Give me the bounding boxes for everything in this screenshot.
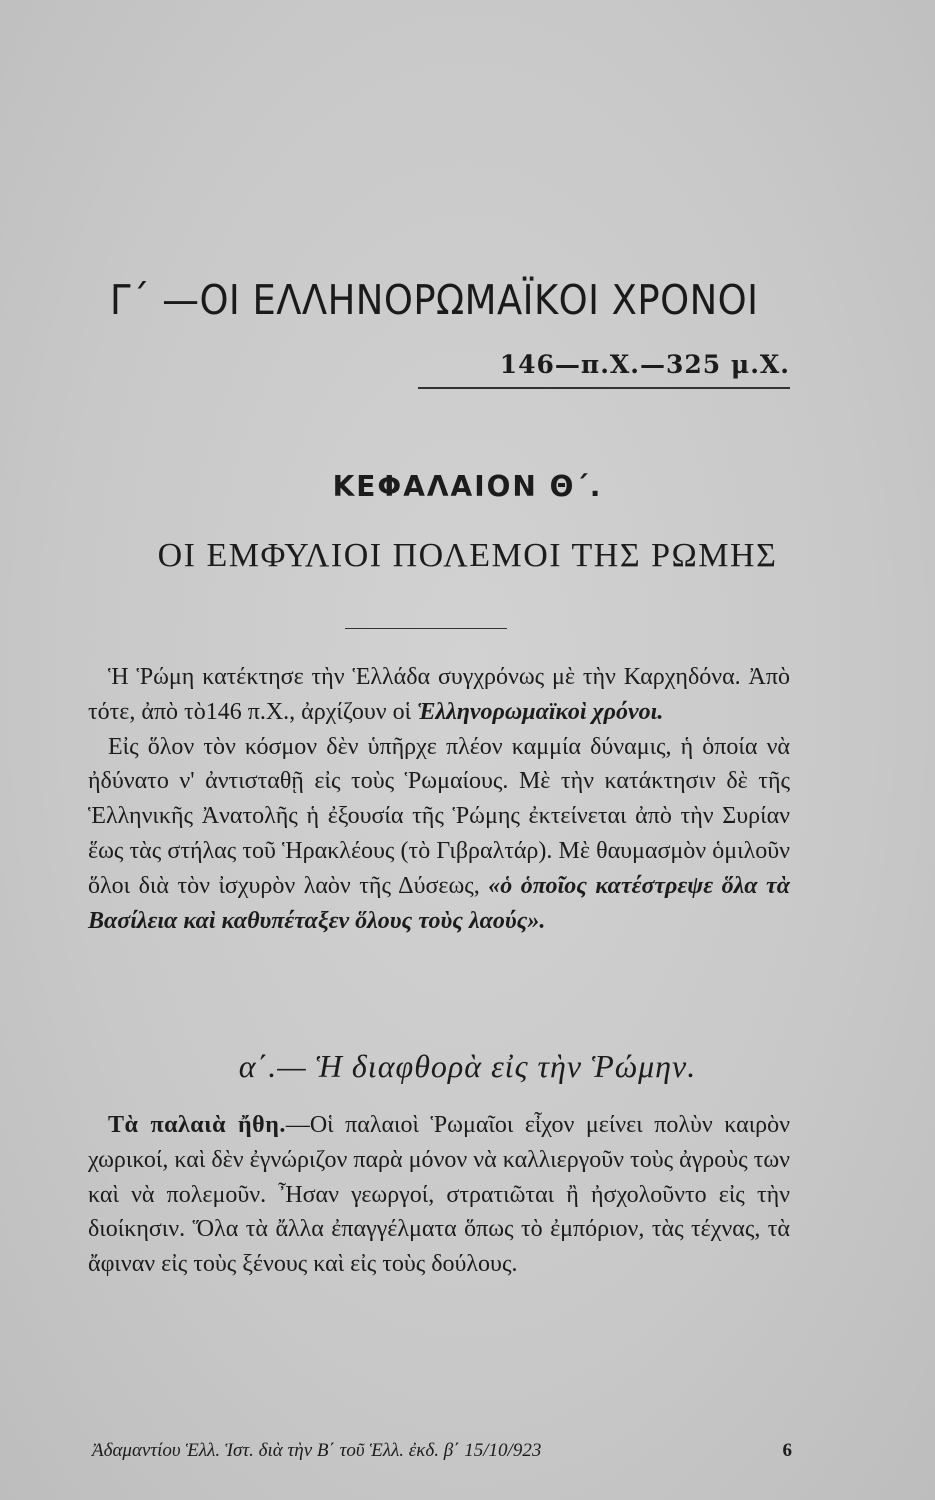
- intro-paragraph-1: [88, 660, 790, 730]
- intro-p2-text: Εἰς ὅλον τὸν κόσμον δὲν ὑπῆρχε πλέον καμμία δύναμις, ἡ ὁποία νὰ ἠδύνατο ν' ἀντισταθῇ εἰς τοὺς Ῥωμαίους. Μὲ τὴν κατάκτησιν δὲ τῆς Ἑλληνικῆς Ἀνατολῆς ἡ ἐξουσία τῆς Ῥώμης ἐκτείνεται ἀπὸ τὴν Συρίαν ἕως τὰς στήλας τοῦ Ἡρακλέους (τὸ Γιβραλτάρ). Μὲ θαυμασμὸν ὁμιλοῦν ὅλοι διὰ τὸν ἰσχυρὸν λαὸν τῆς Δύσεως,: [88, 733, 790, 899]
- section-heading: α΄.— Ἡ διαφθορὰ εἰς τὴν Ῥώμην.: [238, 1048, 697, 1084]
- section-paragraph: [88, 1108, 790, 1282]
- divider-rule: [345, 628, 507, 629]
- intro-p1-text: Ἡ Ῥώμη κατέκτησε τὴν Ἑλλάδα συγχρόνως μὲ τὴν Καρχηδόνα. Ἀπὸ τότε, ἀπὸ τὸ146 π.Χ., ἀρχίζουν οἱ: [88, 664, 790, 725]
- part-title: Γ΄ —ΟΙ ΕΛΛΗΝΟΡΩΜΑΪΚΟΙ ΧΡΟΝΟΙ: [110, 276, 759, 324]
- intro-text: [88, 660, 790, 938]
- section-body: —Οἱ παλαιοὶ Ῥωμαῖοι εἶχον μείνει πολὺν καιρὸν χωρικοί, καὶ δὲν ἐγνώριζον παρὰ μόνον νὰ καλλιεργοῦν τοὺς ἀγροὺς των καὶ νὰ πολεμοῦν. Ἦσαν γεωργοί, στρατιῶται ἢ ἠσχολοῦντο εἰς τὴν διοίκησιν. Ὅλα τὰ ἄλλα ἐπαγγέλματα ὅπως τὸ ἐμπόριον, τὰς τέχνας, τὰ ἄφιναν εἰς τοὺς ξένους καὶ εἰς τοὺς δούλους.: [88, 1112, 790, 1278]
- section-lead: Τὰ παλαιὰ ἤθη.: [108, 1112, 286, 1138]
- intro-p2-quote: «ὁ ὁποῖος κατέστρεψε ὅλα τὰ Βασίλεια καὶ καθυπέταξεν ὅλους τοὺς λαούς».: [88, 872, 790, 934]
- intro-paragraph-2: [88, 730, 790, 939]
- date-range: 146—π.Χ.—325 μ.Χ.: [418, 350, 790, 389]
- footer-citation-text: Ἀδαμαντίου Ἑλλ. Ἱστ. διὰ τὴν Β΄ τοῦ Ἑλλ. ἐκδ. β΄ 15/10/923: [92, 1440, 542, 1461]
- footer-citation: [92, 1440, 792, 1462]
- intro-p1-emphasis: Ἑλληνορωμαϊκοὶ χρόνοι.: [417, 698, 664, 725]
- section-text: [88, 1108, 790, 1282]
- chapter-title: ΟΙ ΕΜΦΥΛΙΟΙ ΠΟΛΕΜΟΙ ΤΗΣ ΡΩΜΗΣ: [157, 537, 778, 574]
- chapter-label: ΚΕΦΑΛΑΙΟΝ Θ΄.: [332, 470, 603, 503]
- sheet-number: 6: [782, 1440, 792, 1461]
